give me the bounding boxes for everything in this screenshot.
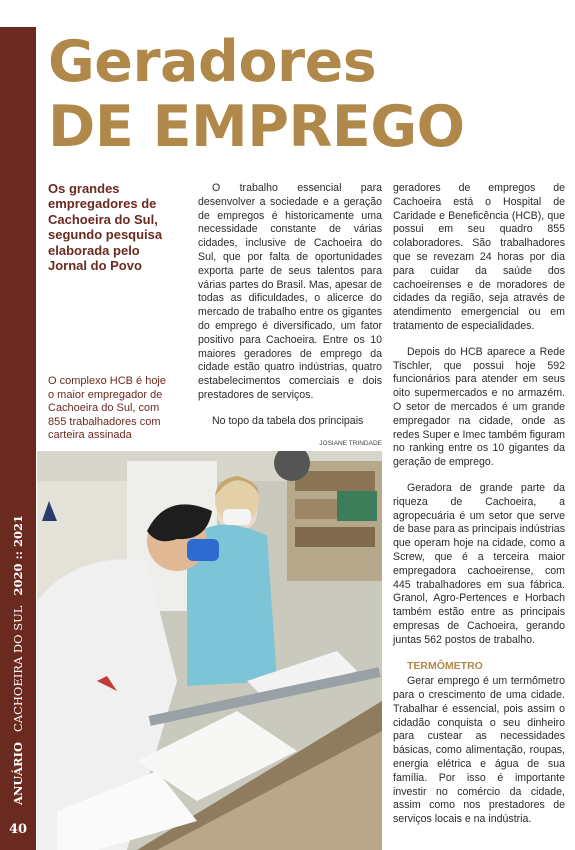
photo-credit: JOSIANE TRINDADE (319, 440, 382, 447)
spine-magazine: ANUÁRIO (11, 742, 25, 805)
section-heading: TERMÔMETRO (407, 659, 483, 672)
col3-paragraph-3: Geradora de grande parte da riqueza de Cachoeira, a agropecuária é um setor que serve de base para as principais indústrias que operam hoje na cidade, como a Screw, que é a terceira maior empregadora cachoeirense, com 445 trabalhadores em sua fábrica. Granol, Agro-Pertences e Horbach também estão entre as principais empresas de Cachoeira, gerando juntas 562 postos de trabalho. (393, 481, 565, 646)
title-line-2: DE EMPREGO (48, 94, 465, 160)
column-2 (198, 182, 382, 441)
spine-label (4, 475, 32, 805)
spine-city: CACHOEIRA DO SUL (11, 605, 25, 732)
section-paragraph: Gerar emprego é um termômetro para o crescimento de uma cidade. Trabalhar é essencial, pois assim o cidadão conquista o seu dinheiro para custear as necessidades básicas, como alimentação, roupas, energia elétrica e água de sua família. Por isso é importante investir no comércio da cidade, assim como nos prestadores de serviços locais e na indústria. (393, 675, 565, 826)
photo-caption: O complexo HCB é hoje o maior empregador de Cachoeira do Sul, com 855 trabalhadores com carteira assinada (48, 375, 166, 442)
spine-years: 2020 :: 2021 (11, 515, 25, 596)
title-line-1: Geradores (48, 29, 377, 95)
col2-paragraph-2: No topo da tabela dos principais (212, 414, 364, 427)
col3-paragraph-2: Depois do HCB aparece a Rede Tischler, que possui hoje 592 funcionários para atender em seus oito supermercados e no armazém. O setor de mercados é um grande empregador na cidade, onde as redes Super e Imec também figuram no ranking entre os 10 gigantes da geração de emprego. (393, 345, 565, 469)
article-title (48, 29, 465, 160)
page-number: 40 (8, 822, 28, 837)
col3-paragraph-1: geradores de empregos de Cachoeira está o Hospital de Caridade e Beneficência (HCB), que possui em seu quadro 855 colaboradores. São trabalhadores que se revezam 24 horas por dia para cuidar da saúde dos cachoeirenses e de moradores de cidades da região, seja através de atendimento emergencial ou em tratamento de especialidades. (393, 182, 565, 332)
col2-paragraph-1: O trabalho essencial para desenvolver a sociedade e a geração de empregos é historicamente uma necessidade constante de várias cidades, inclusive de Cachoeira do Sul, que por falta de oportunidades exporta parte de seus talentos para várias partes do Brasil. Mas, apesar de todas as dificuldades, o alicerce do mercado de trabalho entre os gigantes do emprego é diversificado, um fator positivo para Cachoeira. Entre os 10 maiores geradores de emprego da cidade estão quatro indústrias, quatro estabelecimentos comerciais e dois prestadores de serviços. (198, 182, 382, 401)
column-3 (393, 182, 565, 839)
hospital-staff-photo (37, 451, 382, 850)
article-lede: Os grandes empregadores de Cachoeira do Sul, segundo pesquisa elaborada pelo Jornal do Povo (48, 181, 163, 274)
